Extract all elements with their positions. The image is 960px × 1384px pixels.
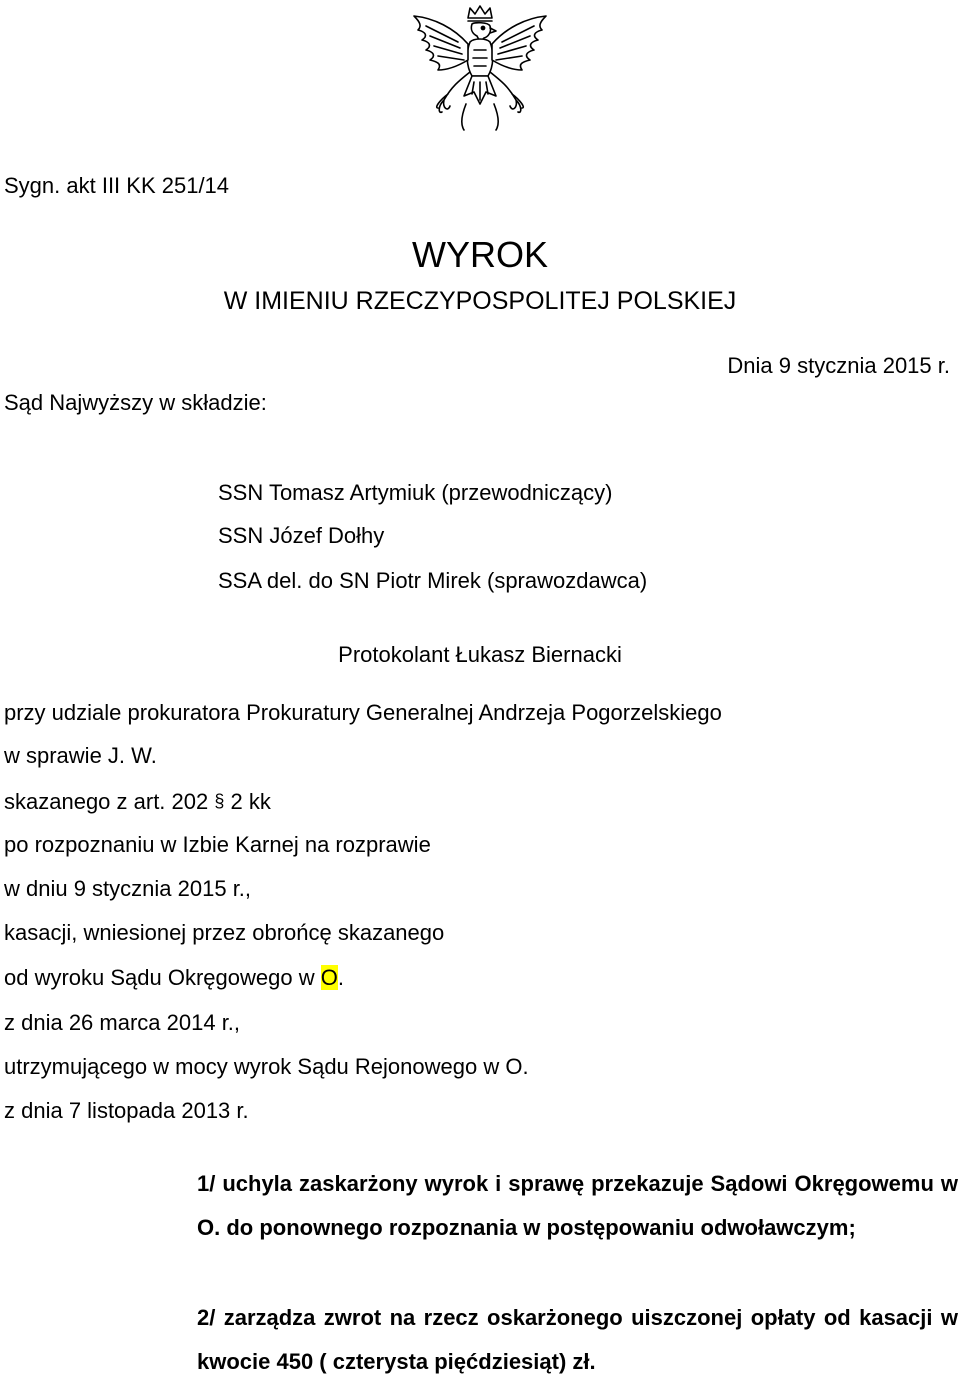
section-symbol: § [214,791,225,811]
judgment-suffix: . [337,965,344,990]
highlighted-place: O [320,965,338,990]
court-composition-label: Sąd Najwyższy w składzie: [4,390,267,415]
hearing-date-line: w dniu 9 stycznia 2015 r., [4,876,252,901]
hearing-line: po rozpoznaniu w Izbie Karnej na rozprawie [4,832,431,857]
document-title: WYROK [411,234,548,275]
judge-presiding: SSN Tomasz Artymiuk (przewodniczący) [218,480,613,505]
judge-rapporteur: SSA del. do SN Piotr Mirek (sprawozdawca) [218,568,648,593]
judgment-date-line: z dnia 26 marca 2014 r., [4,1010,241,1035]
cassation-line: kasacji, wniesionej przez obrońcę skazanego [4,920,445,945]
convicted-line [4,788,271,815]
ruling-point-2 [155,1296,958,1384]
prosecutor-line: przy udziale prokuratora Prokuratury Generalnej Andrzeja Pogorzelskiego [4,700,722,725]
ruling-point-1-text: 1/ uchyla zaskarżony wyrok i sprawę przekazuje Sądowi Okręgowemu w O. do ponownego rozpoznania w postępowaniu odwoławczym; [197,1171,958,1240]
upheld-line: utrzymującego w mocy wyrok Sądu Rejonowego w O. [4,1054,529,1079]
document-date: Dnia 9 stycznia 2015 r. [727,353,950,378]
polish-eagle-emblem [404,4,556,136]
case-line: w sprawie J. W. [4,743,157,768]
judge-member: SSN Józef Dołhy [218,523,385,548]
convicted-suffix: 2 kk [230,789,271,814]
case-number: Sygn. akt III KK 251/14 [4,173,230,198]
judgment-prefix: od wyroku Sądu Okręgowego w [4,965,321,990]
ruling-point-2-text: 2/ zarządza zwrot na rzecz oskarżonego uiszczonej opłaty od kasacji w kwocie 450 ( czterysta pięćdziesiąt) zł. [197,1305,958,1374]
upheld-date-line: z dnia 7 listopada 2013 r. [4,1098,249,1123]
ruling-point-1 [155,1162,958,1250]
court-clerk: Protokolant Łukasz Biernacki [338,642,622,667]
document-subtitle: W IMIENIU RZECZYPOSPOLITEJ POLSKIEJ [223,287,737,315]
convicted-prefix: skazanego z art. 202 [4,789,209,814]
judgment-line [4,965,344,991]
